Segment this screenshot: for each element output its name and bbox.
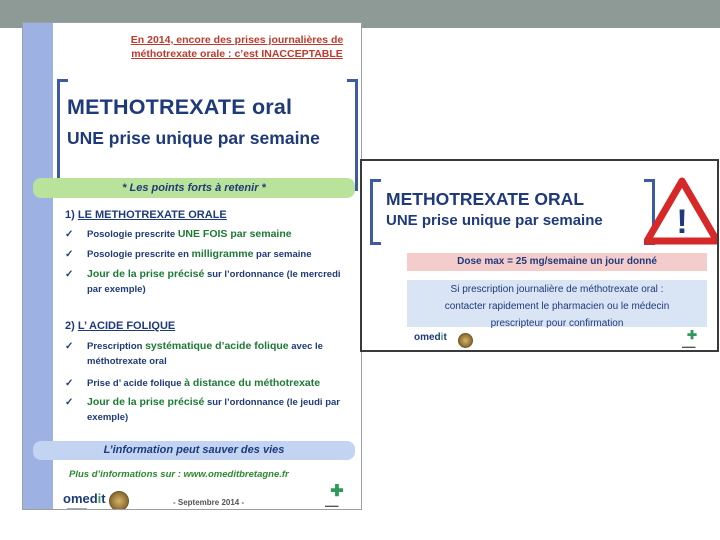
poster-header (119, 33, 355, 61)
dose-max-text: Dose max = 25 mg/semaine un jour donné (457, 256, 657, 267)
poster-title: METHOTREXATE oral (67, 95, 293, 119)
section-2-heading (65, 320, 175, 332)
section-1-heading (65, 209, 227, 221)
key-points-banner (33, 178, 355, 198)
poster-header-line-1: En 2014, encore des prises journalières de (130, 34, 344, 46)
pharmacy-logo-caption: ▬▬▬ (325, 503, 339, 508)
card-pharmacy-caption: ▬▬▬ (682, 344, 696, 349)
poster-header-line-2: méthotrexate orale : c’est INACCEPTABLE (131, 48, 343, 60)
info-line-1: Si prescription journalière de méthotrexate oral : (450, 284, 664, 295)
contact-info-box (407, 280, 707, 327)
dose-max-banner (407, 253, 707, 271)
card-subtitle: UNE prise unique par semaine (386, 212, 603, 229)
poster-date: - Septembre 2014 - (173, 498, 245, 507)
more-info-link[interactable]: Plus d’informations sur : www.omeditbretagne.fr (69, 469, 289, 480)
poster-subtitle: UNE prise unique par semaine (67, 128, 320, 148)
logo-subtext: ▬▬▬▬ (67, 506, 87, 510)
list-item: ✓ Posologie prescrite UNE FOIS par semaine (65, 228, 292, 240)
info-line-3: prescripteur pour confirmation (490, 318, 624, 329)
seal-icon (109, 491, 129, 510)
check-icon: ✓ (65, 378, 74, 389)
methotrexate-card (360, 159, 719, 352)
methotrexate-poster (22, 22, 362, 510)
section-2-title: L’ ACIDE FOLIQUE (77, 320, 176, 332)
list-item: ✓ Jour de la prise précisé sur l’ordonnance (le mercredi par exemple) (65, 268, 341, 295)
list-item: ✓ Prescription systématique d’acide folique avec le méthotrexate oral (65, 340, 323, 367)
card-pharmacy-cross-icon: ✚ (686, 328, 698, 342)
key-points-text: * Les points forts à retenir * (122, 182, 266, 194)
card-bracket-left (370, 179, 381, 245)
section-2-number: 2) (65, 320, 78, 332)
poster-side-stripe (23, 23, 53, 509)
check-icon: ✓ (65, 397, 74, 408)
check-icon: ✓ (65, 229, 74, 240)
omedit-logo: omedit (63, 491, 106, 506)
list-item: ✓ Prise d’ acide folique à distance du méthotrexate (65, 377, 321, 389)
info-line-2: contacter rapidement le pharmacien ou le médecin (444, 301, 670, 312)
list-item: ✓ Jour de la prise précisé sur l’ordonnance (le jeudi par exemple) (65, 396, 340, 423)
warning-symbol: ! (676, 203, 688, 241)
info-banner (33, 441, 355, 460)
check-icon: ✓ (65, 249, 74, 260)
list-item: ✓ Posologie prescrite en milligramme par semaine (65, 248, 312, 260)
warning-triangle-icon (644, 177, 719, 245)
section-1-title: LE METHOTREXATE ORALE (77, 209, 227, 221)
section-1-number: 1) (65, 209, 78, 221)
info-banner-text: L’information peut sauver des vies (103, 444, 285, 456)
pharmacy-cross-icon: ✚ (330, 483, 344, 500)
card-title: METHOTREXATE ORAL (386, 189, 585, 209)
check-icon: ✓ (65, 341, 74, 352)
card-omedit-logo: omedit (414, 332, 447, 343)
card-seal-icon (458, 333, 473, 348)
title-bracket-right (347, 79, 358, 191)
check-icon: ✓ (65, 269, 74, 280)
